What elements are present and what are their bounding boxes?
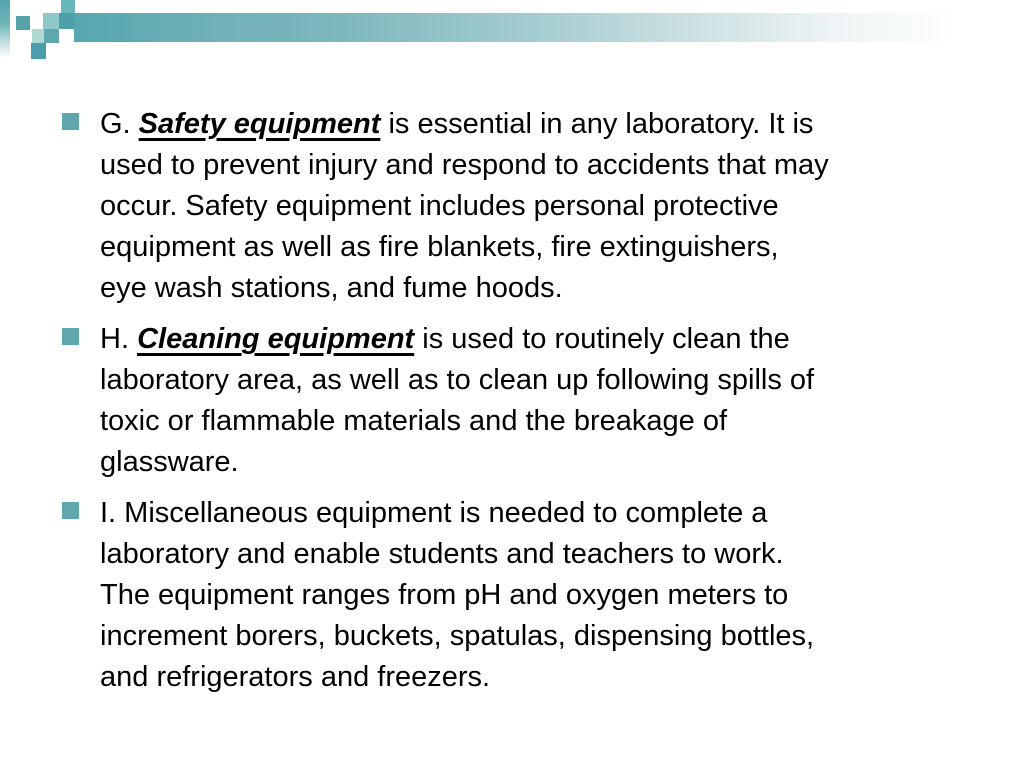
text-segment: is used to routinely clean the (414, 323, 790, 355)
text-line (100, 227, 829, 268)
text-segment: glassware. (100, 446, 239, 478)
bullet-text (100, 104, 829, 309)
text-line (100, 401, 814, 442)
square-bullet-icon (62, 113, 79, 130)
text-segment: increment borers, buckets, spatulas, dispensing bottles, (100, 620, 815, 652)
emphasized-term: Cleaning equipment (137, 323, 415, 355)
decor-square (43, 13, 59, 29)
left-gradient-strip (0, 0, 10, 58)
text-line (100, 360, 814, 401)
text-segment: G. (100, 108, 139, 140)
square-bullet-icon (62, 328, 79, 345)
text-segment: toxic or flammable materials and the breakage of (100, 405, 728, 437)
decor-square (31, 43, 46, 59)
decor-square (59, 13, 74, 29)
text-line (100, 657, 814, 698)
text-line (100, 534, 814, 575)
text-segment: used to prevent injury and respond to accidents that may (100, 149, 829, 181)
text-segment: I. Miscellaneous equipment is needed to complete a (100, 497, 768, 529)
text-segment: H. (100, 323, 138, 355)
decor-square (61, 0, 75, 13)
bullet-item (62, 319, 987, 483)
text-line (100, 268, 829, 309)
text-line (100, 186, 829, 227)
decor-square (32, 29, 44, 43)
bullet-text (100, 319, 814, 483)
text-segment: equipment as well as fire blankets, fire extinguishers, (100, 231, 779, 263)
text-line (100, 575, 814, 616)
text-line (100, 145, 829, 186)
bullet-item (62, 104, 987, 309)
text-segment: is essential in any laboratory. It is (380, 108, 814, 140)
text-segment: laboratory area, as well as to clean up following spills of (100, 364, 815, 396)
text-line (100, 442, 814, 483)
text-segment: The equipment ranges from pH and oxygen meters to (100, 579, 789, 611)
text-line (100, 616, 814, 657)
emphasized-term: Safety equipment (138, 108, 381, 140)
square-bullet-icon (62, 502, 79, 519)
text-segment: occur. Safety equipment includes personal protective (100, 190, 779, 222)
text-segment: and refrigerators and freezers. (100, 661, 491, 693)
text-line (100, 319, 814, 360)
bullet-text (100, 493, 814, 698)
decor-square (44, 29, 59, 43)
bullet-list (62, 104, 987, 708)
decor-square (16, 16, 30, 30)
text-line (100, 493, 814, 534)
header-gradient-bar (74, 13, 1024, 42)
bullet-item (62, 493, 987, 698)
text-segment: eye wash stations, and fume hoods. (100, 272, 563, 304)
text-line (100, 104, 829, 145)
text-segment: laboratory and enable students and teachers to work. (100, 538, 784, 570)
